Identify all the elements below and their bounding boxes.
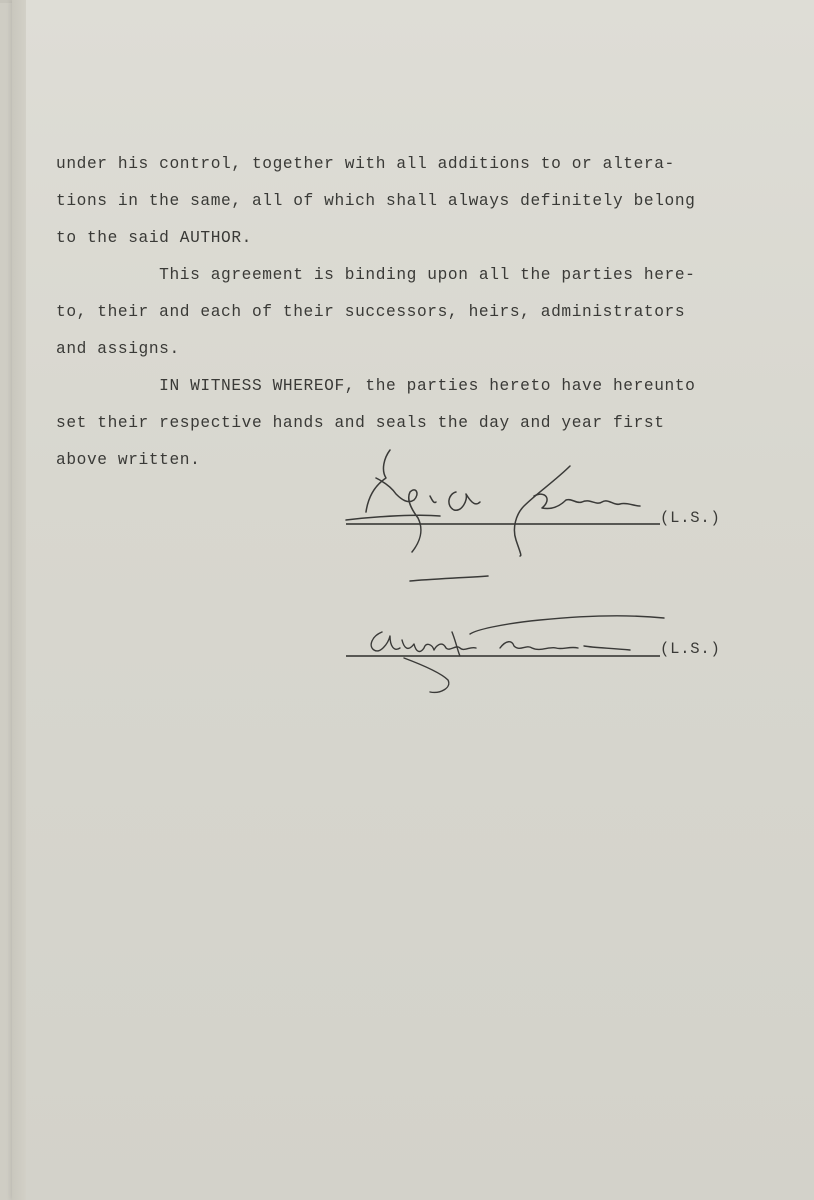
- handwritten-signature-1: [346, 450, 640, 556]
- text-line-7: IN WITNESS WHEREOF, the parties hereto have hereunto: [56, 377, 696, 395]
- text-line-2: tions in the same, all of which shall always definitely belong: [56, 192, 696, 210]
- text-line-5: to, their and each of their successors, heirs, administrators: [56, 303, 686, 321]
- text-line-8: set their respective hands and seals the day and year first: [56, 414, 665, 432]
- text-line-9: above written.: [56, 451, 201, 469]
- handwritten-signature-2: [371, 616, 664, 693]
- text-line-4: This agreement is binding upon all the parties here-: [56, 266, 696, 284]
- text-line-6: and assigns.: [56, 340, 180, 358]
- text-line-1: under his control, together with all additions to or altera-: [56, 155, 675, 173]
- seal-label-1: (L.S.): [660, 509, 721, 527]
- text-line-3: to the said AUTHOR.: [56, 229, 252, 247]
- signature-stroke: [410, 576, 488, 581]
- seal-label-2: (L.S.): [660, 640, 721, 658]
